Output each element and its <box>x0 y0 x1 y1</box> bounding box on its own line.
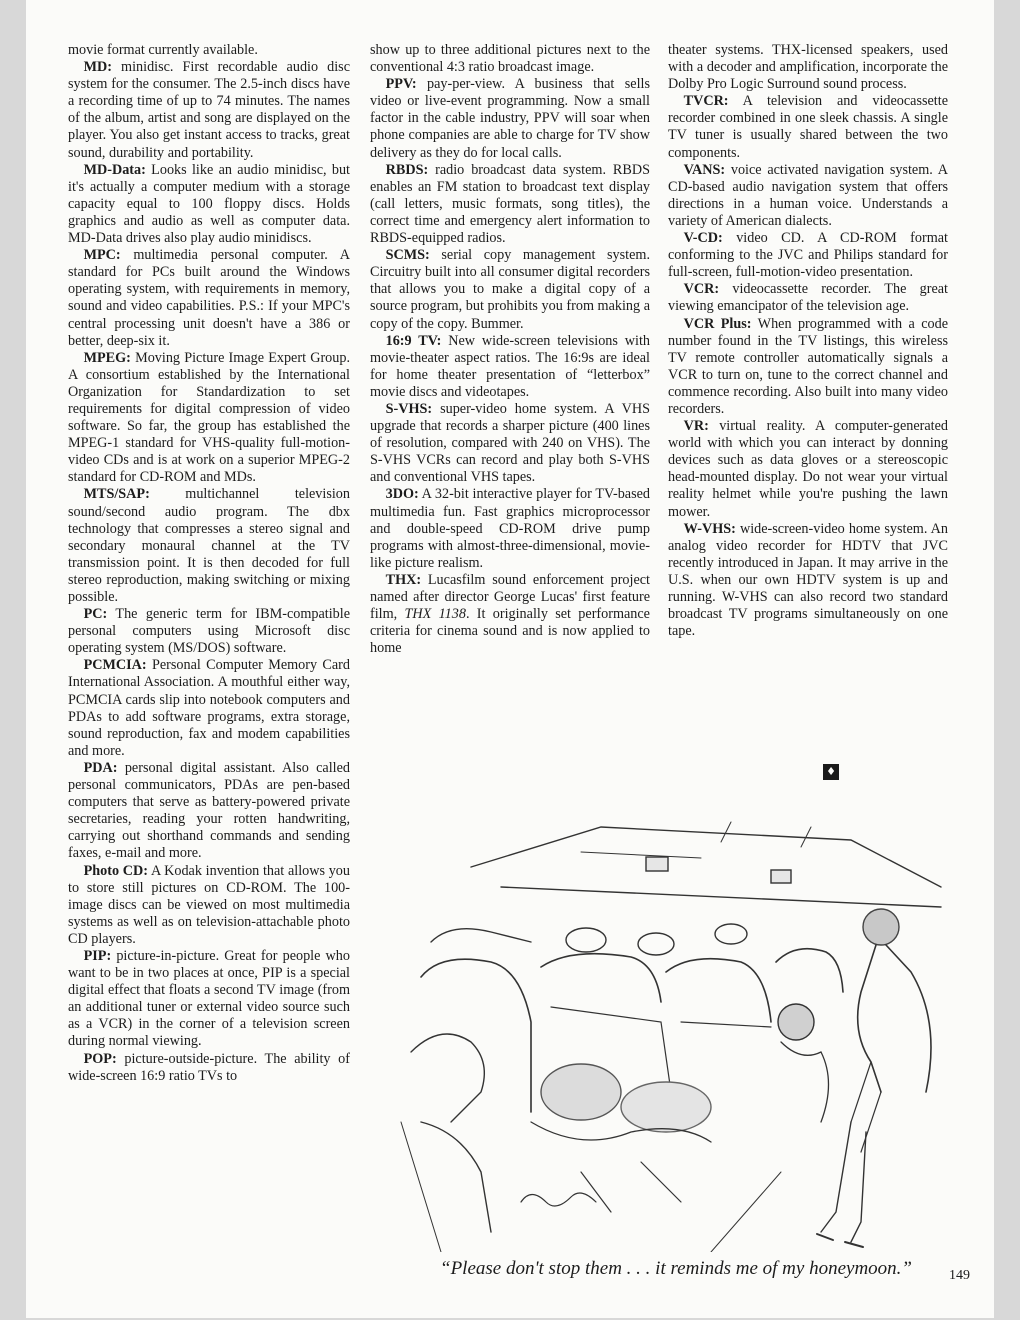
entry-term: VCR: <box>683 281 720 298</box>
glossary-entry <box>68 657 350 760</box>
entry-definition: virtual reality. A computer-generated world with which you can interact by donning devices such as data gloves or a stereoscopic head-mounted display. Do not wear your virtual reality helmet while you're pushing the lawn mower. <box>668 418 948 520</box>
magazine-page <box>26 0 994 1318</box>
entry-definition: . It originally set performance criteria for cinema sound and is now applied to home <box>370 606 650 657</box>
entry-definition: New wide-screen televisions with movie-theater aspect ratios. The 16:9s are ideal for home theater presentation of “letterbox” movie discs and videotapes. <box>370 332 650 400</box>
entry-definition: radio broadcast data system. RBDS enables an FM station to broadcast text display (call letters, music formats, song titles), the correct time and emergency alert information to RBDS-equipped radios. <box>370 161 650 247</box>
entry-definition: A 32-bit interactive player for TV-based multimedia fun. Fast graphics microprocessor and double-speed CD-ROM drive pump programs with almost-three-dimensional, movie-like picture realism. <box>370 486 650 571</box>
entry-term: MPEG: <box>83 349 131 366</box>
entry-definition: A Kodak invention that allows you to store still pictures on CD-ROM. The 100-image discs can be viewed on most multimedia systems as well as on television-attachable photo CD players. <box>68 862 350 947</box>
glossary-entry <box>68 350 350 487</box>
entry-definition: super-video home system. A VHS upgrade that records a sharper picture (400 lines of resolution, compared with 240 on VHS). The S-VHS VCRs can record and play both S-VHS and conventional VHS tapes. <box>370 400 650 486</box>
glossary-entry <box>668 162 948 230</box>
paragraph <box>668 42 948 93</box>
page-number: 149 <box>949 1268 970 1283</box>
glossary-entry <box>68 59 350 162</box>
entry-term: MD-Data: <box>83 161 146 178</box>
entry-definition: A television and videocassette recorder combined in one sleek chassis. A single TV tuner is usually shared between the two components. <box>668 93 948 161</box>
continued-text: show up to three additional pictures next to the conventional 4:3 ratio broadcast image. <box>370 42 650 76</box>
continued-text: movie format currently available. <box>68 42 258 58</box>
entry-definition: multichannel television sound/second audio program. The dbx technology that compresses a stereo signal and secondary monaural channel at the TV transmission point. It is then decoded for full stereo reproduction, making switching or mixing possible. <box>68 486 350 605</box>
glossary-entry <box>668 93 948 161</box>
entry-definition: The generic term for IBM-compatible personal computers using Microsoft disc operating system (MS/DOS) software. <box>68 606 350 657</box>
airplane-cabin-cartoon <box>381 792 971 1252</box>
entry-term: TVCR: <box>683 93 729 110</box>
entry-definition: personal digital assistant. Also called personal communicators, PDAs are pen-based computers that serve as battery-powered private secretaries, reading your rotten handwriting, carrying out shorthand commands and sending faxes, e-mail and more. <box>68 759 350 862</box>
glossary-entry <box>370 333 650 401</box>
text-column-3 <box>668 42 948 640</box>
entry-term: Photo CD: <box>83 862 149 879</box>
glossary-entry <box>370 76 650 161</box>
entry-definition: videocassette recorder. The great viewing emancipator of the television age. <box>668 281 948 315</box>
text-column-2 <box>370 42 650 657</box>
entry-definition: pay-per-view. A business that sells video or live-event programming. Now a small factor in the cable industry, PPV will soar when phone companies are able to charge for TV show delivery as they do for local calls. <box>370 76 650 161</box>
entry-term: RBDS: <box>385 161 429 178</box>
entry-term: MTS/SAP: <box>83 486 150 503</box>
paragraph <box>68 42 350 59</box>
glossary-entry <box>68 948 350 1051</box>
entry-definition: Personal Computer Memory Card International Association. A mouthful either way, PCMCIA cards slip into notebook computers and PDAs to add software programs, extra storage, sound reproduction, fax and modem capabilities and more. <box>68 657 350 759</box>
glossary-entry <box>370 486 650 571</box>
continued-text: theater systems. THX-licensed speakers, used with a decoder and amplification, incorporate the Dolby Pro Logic Surround sound process. <box>668 42 948 93</box>
glossary-entry <box>370 247 650 332</box>
entry-definition: Lucasfilm sound enforcement project named after director George Lucas' first feature film, <box>370 571 650 623</box>
glossary-entry <box>68 760 350 863</box>
entry-term: PC: <box>83 606 108 623</box>
entry-term: MPC: <box>83 247 121 264</box>
entry-term: PCMCIA: <box>83 657 147 674</box>
entry-definition: Moving Picture Image Expert Group. A consortium established by the International Organization for Standardization to set requirements for digital compression of video software. So far, the group has established the MPEG-1 standard for VHS-quality full-motion-video CDs and is at work on a superior MPEG-2 standard for CD-ROM and MDs. <box>68 349 350 486</box>
entry-term: PIP: <box>83 947 112 964</box>
entry-term: POP: <box>83 1050 117 1067</box>
glossary-entry <box>370 401 650 486</box>
entry-definition: video CD. A CD-ROM format conforming to the JVC and Philips standard for full-screen, full-motion-video presentation. <box>668 230 948 281</box>
glossary-entry <box>68 247 350 350</box>
entry-term: S-VHS: <box>385 400 433 417</box>
entry-term: VANS: <box>683 161 726 178</box>
glossary-entry <box>668 316 948 419</box>
glossary-entry <box>370 572 650 657</box>
entry-term: VCR Plus: <box>683 315 752 332</box>
glossary-entry <box>68 863 350 948</box>
entry-term: PPV: <box>385 76 417 93</box>
text-column-1 <box>68 42 350 1085</box>
glossary-entry <box>370 162 650 247</box>
film-title: THX 1138 <box>404 606 466 623</box>
cartoon-caption: “Please don't stop them . . . it reminds me of my honeymoon.” <box>440 1258 912 1279</box>
entry-term: 16:9 TV: <box>385 332 442 349</box>
entry-definition: multimedia personal computer. A standard for PCs built around the Windows operating system, with requirements in memory, sound and video capabilities. P.S.: If your MPC's central processing unit doesn't have a 386 or better, deep-six it. <box>68 247 350 349</box>
entry-definition: Looks like an audio minidisc, but it's actually a computer medium with a storage capacity equal to 100 floppy discs. Holds graphics and audio as well as computer data. MD-Data drives also play audio minidiscs. <box>68 161 350 247</box>
entry-definition: wide-screen-video home system. An analog video recorder for HDTV that JVC recently introduced in Japan. It may arrive in the U.S. when our own HDTV system is up and running. W-VHS can also record two standard broadcast TV programs simultaneously on one tape. <box>668 520 948 640</box>
entry-term: PDA: <box>83 759 118 776</box>
glossary-entry <box>668 418 948 521</box>
paragraph <box>370 42 650 76</box>
glossary-entry <box>68 486 350 606</box>
glossary-entry <box>68 606 350 657</box>
glossary-entry <box>668 281 948 315</box>
entry-definition: serial copy management system. Circuitry built into all consumer digital recorders that allows you to make a digital copy of a source program, but prohibits you from making a copy of the copy. Bummer. <box>370 247 650 332</box>
entry-term: 3DO: <box>385 486 419 503</box>
glossary-entry <box>668 230 948 281</box>
entry-definition: picture-in-picture. Great for people who want to be in two places at once, PIP is a special digital effect that floats a second TV image (from an additional tuner or external video source such as a VCR) in the corner of a television screen during normal viewing. <box>68 947 350 1050</box>
entry-term: VR: <box>683 418 709 435</box>
entry-term: V-CD: <box>683 230 723 247</box>
entry-definition: When programmed with a code number found in the TV listings, this wireless TV remote controller automatically signals a VCR to turn on, tune to the correct channel and commence recording. Also built into many video recorders. <box>668 315 948 417</box>
glossary-entry <box>668 521 948 641</box>
entry-definition: minidisc. First recordable audio disc system for the consumer. The 2.5-inch discs have a recording time of up to 74 minutes. The names of the album, artist and song are displayed on the player. You also get instant access to tracks, great sound, durability and portability. <box>68 59 350 161</box>
entry-definition: picture-outside-picture. The ability of wide-screen 16:9 ratio TVs to <box>68 1050 350 1084</box>
rabbit-head-icon: ♦ <box>823 764 839 780</box>
entry-term: W-VHS: <box>683 520 736 537</box>
glossary-entry <box>68 1051 350 1085</box>
glossary-entry <box>68 162 350 247</box>
entry-definition: voice activated navigation system. A CD-based audio navigation system that offers directions in a human voice. Understands a variety of American dialects. <box>668 161 948 229</box>
entry-term: SCMS: <box>385 247 430 264</box>
entry-term: MD: <box>83 59 112 76</box>
entry-term: THX: <box>385 571 422 588</box>
